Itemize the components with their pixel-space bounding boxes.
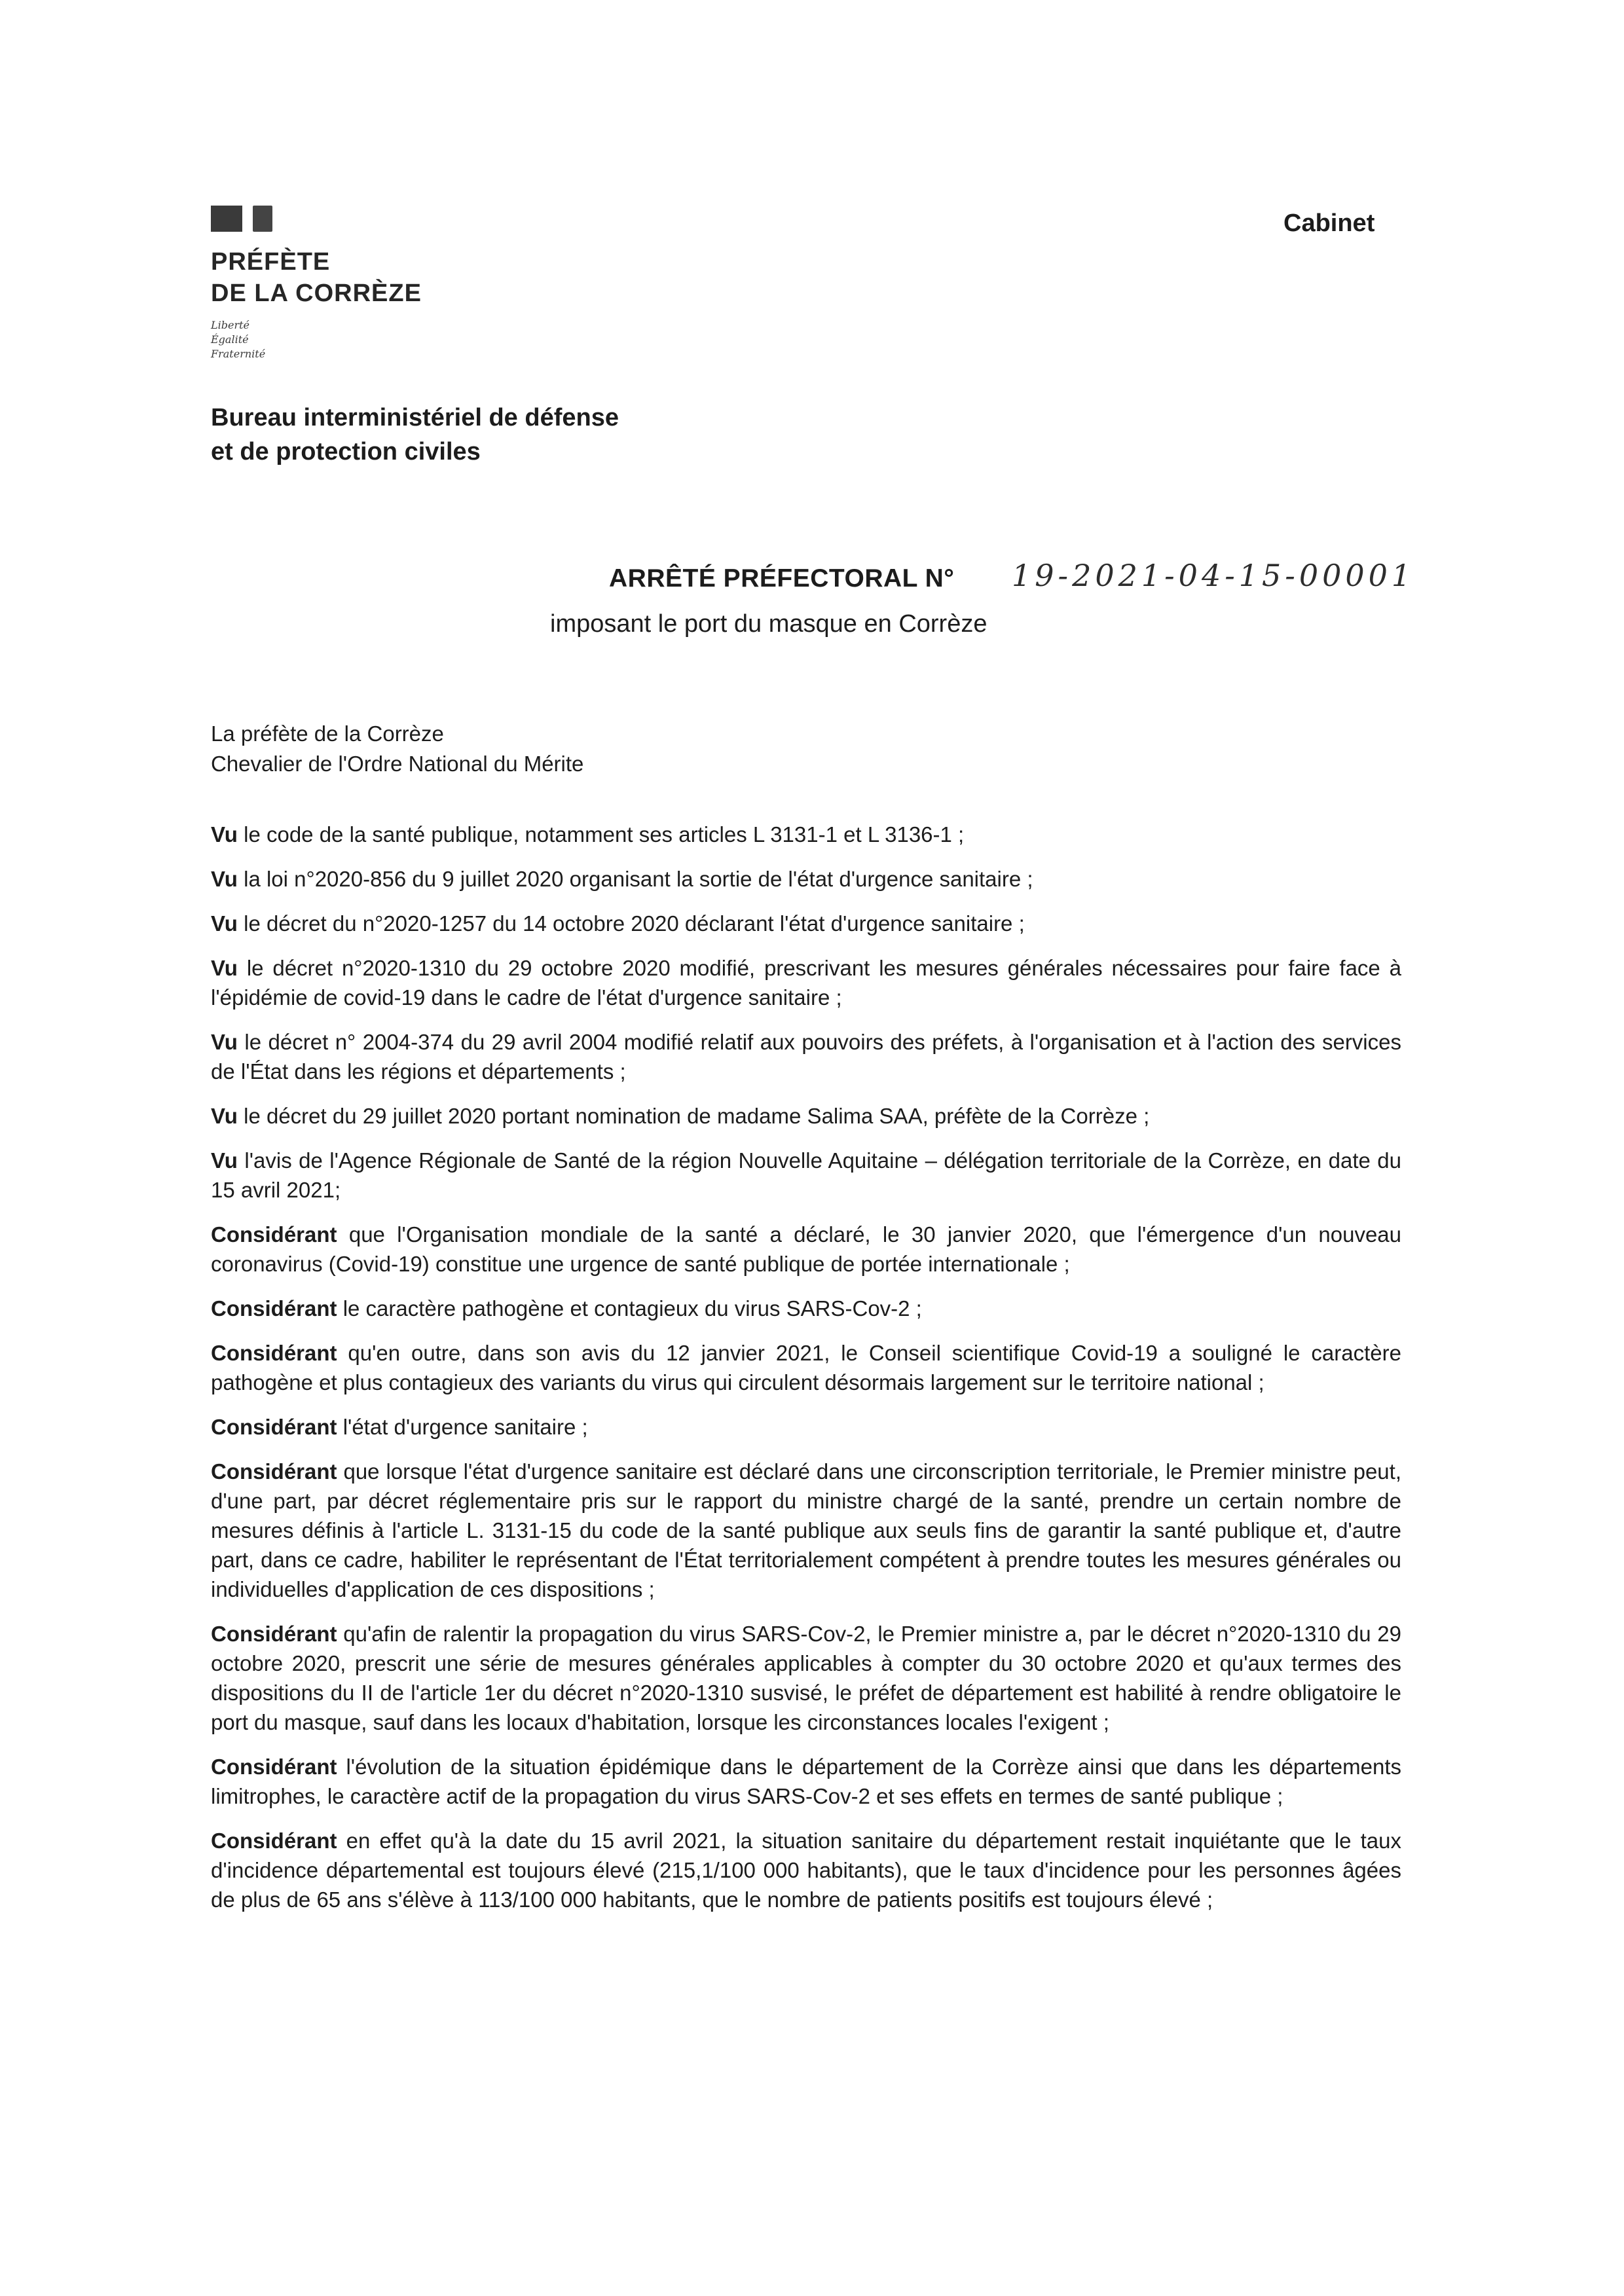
paragraph-text: le code de la santé publique, notamment ses articles L 3131-1 et L 3136-1 ; <box>237 822 965 847</box>
paragraph-text: l'évolution de la situation épidémique dans le département de la Corrèze ainsi que dans les départements limitrophes, le caractère actif de la propagation du virus SARS-Cov-2 et ses effets en termes de santé publique ; <box>211 1755 1401 1808</box>
arrete-title: ARRÊTÉ PRÉFECTORAL N° <box>609 564 955 592</box>
paragraph-lead: Considérant <box>211 1829 337 1853</box>
prefecture-name-line-1: PRÉFÈTE <box>211 248 331 276</box>
paragraph-text: le décret n° 2004-374 du 29 avril 2004 modifié relatif aux pouvoirs des préfets, à l'organisation et à l'action des services de l'État dans les régions et départements ; <box>211 1030 1401 1084</box>
paragraph-lead: Considérant <box>211 1755 337 1779</box>
paragraph-lead: Vu <box>211 867 238 891</box>
bureau-heading <box>211 401 619 469</box>
paragraph-lead: Vu <box>211 911 238 936</box>
paragraph-lead: Vu <box>211 822 238 847</box>
bureau-line-1: Bureau interministériel de défense <box>211 404 619 431</box>
signatory-block <box>211 719 583 779</box>
motto-liberte: Liberté <box>211 319 249 331</box>
preamble-paragraph <box>211 820 1401 849</box>
paragraph-text: le décret du 29 juillet 2020 portant nomination de madame Salima SAA, préfète de la Corrèze ; <box>237 1104 1150 1128</box>
paragraph-text: le caractère pathogène et contagieux du virus SARS-Cov-2 ; <box>337 1296 922 1321</box>
preamble-paragraph <box>211 864 1401 894</box>
signatory-distinction: Chevalier de l'Ordre National du Mérite <box>211 752 584 776</box>
paragraph-lead: Considérant <box>211 1622 337 1646</box>
bureau-line-2: et de protection civiles <box>211 438 481 465</box>
paragraph-lead: Vu <box>211 1148 238 1173</box>
paragraph-text: l'état d'urgence sanitaire ; <box>337 1415 588 1439</box>
preamble-paragraph <box>211 1146 1401 1205</box>
prefecture-name-line-2: DE LA CORRÈZE <box>211 280 422 307</box>
preamble-paragraph <box>211 1457 1401 1604</box>
marianne-logo-icon <box>211 204 422 233</box>
motto-egalite: Égalité <box>211 333 249 346</box>
preamble-paragraph <box>211 1294 1401 1323</box>
preamble-paragraph <box>211 1619 1401 1737</box>
paragraph-lead: Considérant <box>211 1222 337 1247</box>
paragraph-lead: Considérant <box>211 1341 337 1365</box>
arrete-subtitle: imposant le port du masque en Corrèze <box>550 610 987 638</box>
arrete-number-handwritten: 19-2021-04-15-00001 <box>1012 558 1415 593</box>
paragraph-lead: Considérant <box>211 1415 337 1439</box>
service-label: Cabinet <box>1283 210 1375 237</box>
preamble-paragraph <box>211 1101 1401 1131</box>
paragraph-text: qu'afin de ralentir la propagation du virus SARS-Cov-2, le Premier ministre a, par le décret n°2020-1310 du 29 octobre 2020, prescrit une série de mesures générales applicables à compter du 30 octobre 2020 et qu'aux termes des dispositions du II de l'article 1er du décret n°2020-1310 susvisé, le préfet de département est habilité à rendre obligatoire le port du masque, sauf dans les locaux d'habitation, lorsque les circonstances locales l'exigent ; <box>211 1622 1401 1734</box>
paragraph-text: que lorsque l'état d'urgence sanitaire est déclaré dans une circonscription territoriale, le Premier ministre peut, d'une part, par décret réglementaire pris sur le rapport du ministre chargé de la santé, prendre un certain nombre de mesures définis à l'article L. 3131-15 du code de la santé publique aux seuls fins de garantir la santé publique et, d'autre part, dans ce cadre, habiliter le représentant de l'État territorialement compétent à prendre toutes les mesures générales ou individuelles d'application de ces dispositions ; <box>211 1459 1401 1601</box>
preamble-paragraph <box>211 1826 1401 1914</box>
republic-motto <box>211 318 422 361</box>
prefecture-name <box>211 246 422 309</box>
motto-fraternite: Fraternité <box>211 348 266 360</box>
paragraph-lead: Vu <box>211 1104 238 1128</box>
signatory-title: La préfète de la Corrèze <box>211 721 444 746</box>
preamble-paragraph <box>211 1752 1401 1811</box>
preamble-paragraph <box>211 953 1401 1012</box>
paragraph-text: que l'Organisation mondiale de la santé a déclaré, le 30 janvier 2020, que l'émergence d'un nouveau coronavirus (Covid-19) constitue une urgence de santé publique de portée internationale ; <box>211 1222 1401 1276</box>
paragraph-text: la loi n°2020-856 du 9 juillet 2020 organisant la sortie de l'état d'urgence sanitaire ; <box>237 867 1033 891</box>
preamble-paragraph <box>211 1220 1401 1279</box>
preamble-paragraph <box>211 1338 1401 1397</box>
paragraph-text: en effet qu'à la date du 15 avril 2021, la situation sanitaire du département restait inquiétante que le taux d'incidence départemental est toujours élevé (215,1/100 000 habitants), que le taux d'incidence pour les personnes âgées de plus de 65 ans s'élève à 113/100 000 habitants, que le nombre de patients positifs est toujours élevé ; <box>211 1829 1401 1912</box>
paragraph-text: qu'en outre, dans son avis du 12 janvier 2021, le Conseil scientifique Covid-19 a souligné le caractère pathogène et plus contagieux des variants du virus qui circulent désormais largement sur le territoire national ; <box>211 1341 1401 1394</box>
paragraph-text: le décret du n°2020-1257 du 14 octobre 2020 déclarant l'état d'urgence sanitaire ; <box>237 911 1025 936</box>
paragraph-lead: Considérant <box>211 1296 337 1321</box>
paragraph-text: le décret n°2020-1310 du 29 octobre 2020 modifié, prescrivant les mesures générales nécessaires pour faire face à l'épidémie de covid-19 dans le cadre de l'état d'urgence sanitaire ; <box>211 956 1401 1010</box>
paragraph-lead: Considérant <box>211 1459 337 1484</box>
prefecture-logo-block <box>211 204 422 361</box>
preamble-body <box>211 820 1401 1929</box>
paragraph-lead: Vu <box>211 956 238 980</box>
paragraph-text: l'avis de l'Agence Régionale de Santé de la région Nouvelle Aquitaine – délégation territoriale de la Corrèze, en date du 15 avril 2021; <box>211 1148 1401 1202</box>
preamble-paragraph <box>211 1412 1401 1442</box>
paragraph-lead: Vu <box>211 1030 238 1054</box>
preamble-paragraph <box>211 909 1401 938</box>
preamble-paragraph <box>211 1027 1401 1086</box>
